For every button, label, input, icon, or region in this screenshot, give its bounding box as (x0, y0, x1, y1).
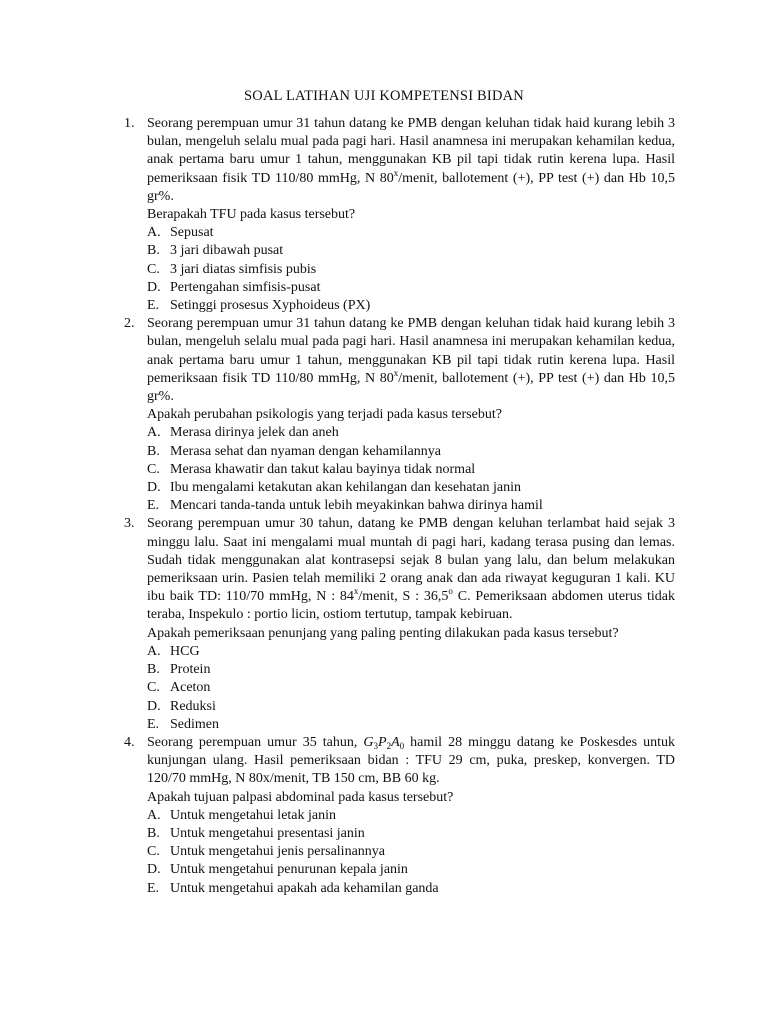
stem-text: Seorang perempuan umur 30 tahun, datang ke PMB dengan keluhan terlambat haid sejak 3 minggu lalu. Saat ini mengalami mual muntah di pagi hari, kadang terasa pusing dan lemas. Sudah tidak menggunakan alat kontrasepsi sejak 8 bulan yang lalu, dan belum melakukan pemeriksaan urin. Pasien telah memiliki 2 orang anak dan ada riwayat keguguran 1 kali. KU ibu baik TD: 110/70 mmHg, N : 84 (147, 516, 675, 605)
option-text: Untuk mengetahui presentasi janin (170, 825, 365, 841)
gpa-notation (363, 735, 404, 750)
option-text: Ibu mengalami ketakutan akan kehilangan dan kesehatan janin (170, 480, 522, 496)
degree-superscript: o (448, 586, 453, 597)
question-prompt: Apakah pemeriksaan penunjang yang paling penting dilakukan pada kasus tersebut? (147, 625, 619, 641)
answer-option-d[interactable] (147, 279, 675, 297)
option-letter: A. (147, 225, 161, 241)
gpa-subscript: 2 (386, 740, 392, 751)
question-prompt: Apakah perubahan psikologis yang terjadi pada kasus tersebut? (147, 407, 502, 423)
stem-text: /menit, ballotement (+), PP test (+) dan Hb 10,5 gr%. (147, 370, 676, 405)
answer-option-d[interactable] (147, 861, 675, 879)
option-text: Setinggi prosesus Xyphoideus (PX) (170, 298, 371, 314)
option-text: Untuk mengetahui penurunan kepala janin (170, 862, 408, 878)
stem-text: C. Pemeriksaan abdomen uterus tidak teraba, Inspekulo : portio licin, ostiom tertutup, tampak kebiruan. (147, 589, 675, 623)
option-text: Untuk mengetahui apakah ada kehamilan ganda (170, 880, 439, 896)
stem-text: /menit, S : 36,5 (358, 589, 449, 605)
option-text: Aceton (170, 680, 211, 696)
answer-option-b[interactable] (147, 242, 675, 260)
question-number: 3. (124, 516, 135, 532)
option-text: Sepusat (170, 225, 214, 241)
option-letter: E. (147, 298, 160, 314)
option-text: Untuk mengetahui letak janin (170, 807, 337, 823)
option-text: Merasa khawatir dan takut kalau bayinya tidak normal (170, 461, 476, 477)
stem-superscript: x (393, 167, 399, 178)
option-letter: D. (147, 698, 161, 714)
question-stem (147, 515, 675, 624)
answer-option-c[interactable] (147, 843, 675, 861)
answer-option-e[interactable] (147, 716, 675, 734)
gpa-letter: P (378, 734, 387, 750)
option-text: Merasa dirinya jelek dan aneh (170, 425, 339, 441)
gpa-subscript: 3 (373, 740, 378, 751)
option-letter: E. (147, 498, 160, 514)
option-text: Pertengahan simfisis-pusat (170, 279, 321, 295)
option-letter: D. (147, 862, 161, 878)
question-4 (124, 734, 675, 898)
option-text: Untuk mengetahui jenis persalinannya (170, 844, 385, 860)
option-letter: A. (147, 425, 161, 441)
document-title: SOAL LATIHAN UJI KOMPETENSI BIDAN (244, 88, 524, 104)
answer-option-e[interactable] (147, 497, 675, 515)
option-letter: E. (147, 880, 160, 896)
option-letter: A. (147, 807, 161, 823)
question-list (124, 115, 675, 898)
answer-option-c[interactable] (147, 461, 675, 479)
stem-text: hamil 28 minggu datang ke Poskesdes untuk kunjungan ulang. Hasil pemeriksaan bidan : TFU 29 cm, puka, preskep, konvergen. TD 120/70 mmHg, N 80x/menit, TB 150 cm, BB 60 kg. (147, 734, 675, 787)
question-2 (124, 315, 675, 515)
option-letter: D. (147, 480, 161, 496)
question-prompt: Berapakah TFU pada kasus tersebut? (147, 207, 356, 223)
answer-option-b[interactable] (147, 661, 675, 679)
option-text: 3 jari diatas simfisis pubis (170, 261, 317, 277)
answer-options (147, 424, 675, 515)
question-stem (147, 115, 675, 206)
answer-option-a[interactable] (147, 643, 675, 661)
option-letter: A. (147, 643, 161, 659)
question-stem (147, 734, 675, 789)
gpa-letter: G (363, 734, 374, 750)
option-letter: B. (147, 825, 160, 841)
answer-option-c[interactable] (147, 261, 675, 279)
answer-option-b[interactable] (147, 443, 675, 461)
stem-text: Seorang perempuan umur 31 tahun datang ke PMB dengan keluhan tidak haid kurang lebih 3 bulan, mengeluh selalu mual pada pagi hari. Hasil anamnesa ini merupakan kehamilan kedua, anak pertama baru umur 1 tahun, menggunakan KB pil tapi tidak rutin kerena lupa. Hasil pemeriksaan fisik TD 110/80 mmHg, N 80 (147, 116, 675, 186)
stem-text: Seorang perempuan umur 31 tahun datang ke PMB dengan keluhan tidak haid kurang lebih 3 bulan, mengeluh selalu mual pada pagi hari. Hasil anamnesa ini merupakan kehamilan kedua, anak pertama baru umur 1 tahun, menggunakan KB pil tapi tidak rutin kerena lupa. Hasil pemeriksaan fisik TD 110/80 mmHg, N 80 (147, 316, 675, 386)
answer-option-d[interactable] (147, 479, 675, 497)
stem-text: Seorang perempuan umur 35 tahun, (147, 734, 364, 750)
answer-option-e[interactable] (147, 297, 675, 315)
answer-options (147, 807, 675, 898)
answer-option-c[interactable] (147, 679, 675, 697)
stem-superscript: x (353, 586, 359, 597)
option-letter: C. (147, 680, 160, 696)
question-3 (124, 515, 675, 733)
option-letter: B. (147, 243, 160, 259)
question-number: 4. (124, 734, 135, 750)
stem-superscript: x (393, 367, 399, 378)
option-letter: C. (147, 461, 160, 477)
answer-options (147, 224, 675, 315)
option-text: Reduksi (170, 698, 216, 714)
answer-option-d[interactable] (147, 698, 675, 716)
answer-option-a[interactable] (147, 224, 675, 242)
option-letter: C. (147, 261, 160, 277)
answer-option-e[interactable] (147, 880, 675, 898)
option-letter: D. (147, 279, 161, 295)
answer-option-a[interactable] (147, 807, 675, 825)
answer-option-a[interactable] (147, 424, 675, 442)
option-text: 3 jari dibawah pusat (170, 243, 284, 259)
answer-option-b[interactable] (147, 825, 675, 843)
option-letter: C. (147, 844, 160, 860)
question-stem (147, 315, 675, 406)
option-text: HCG (170, 643, 200, 659)
option-letter: B. (147, 443, 160, 459)
option-text: Sedimen (170, 716, 219, 732)
question-1 (124, 115, 675, 315)
option-letter: E. (147, 716, 160, 732)
stem-text: /menit, ballotement (+), PP test (+) dan Hb 10,5 gr%. (147, 170, 676, 204)
question-prompt: Apakah tujuan palpasi abdominal pada kasus tersebut? (147, 789, 454, 805)
answer-options (147, 643, 675, 734)
option-text: Mencari tanda-tanda untuk lebih meyakinkan bahwa dirinya hamil (170, 498, 543, 514)
option-text: Merasa sehat dan nyaman dengan kehamilannya (170, 443, 441, 459)
question-number: 2. (124, 316, 135, 332)
option-text: Protein (170, 662, 211, 678)
question-number: 1. (124, 116, 135, 131)
gpa-subscript: 0 (399, 740, 405, 751)
option-letter: B. (147, 662, 160, 678)
gpa-letter: A (391, 734, 400, 750)
